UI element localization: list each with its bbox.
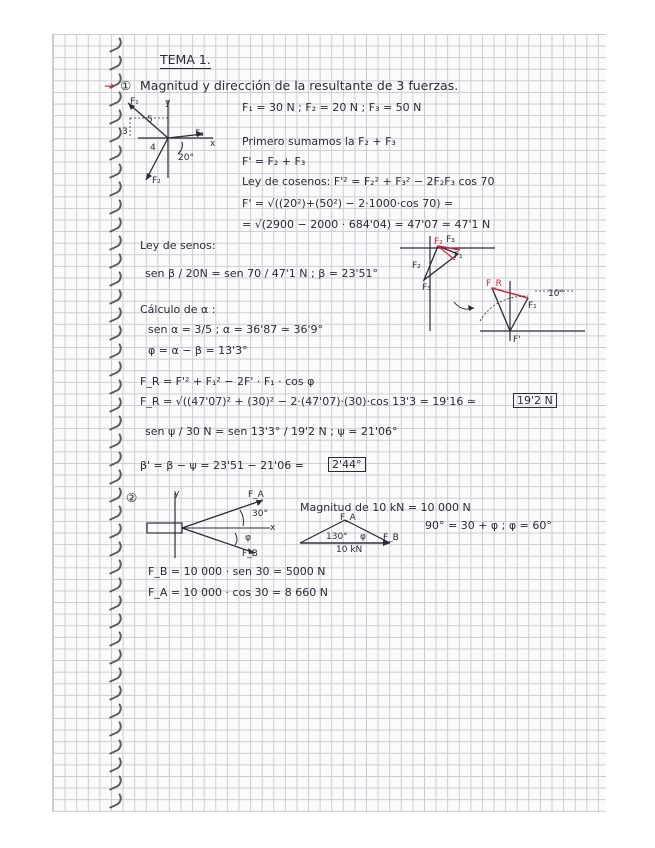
- fig5-angle130-label: 130°: [326, 532, 348, 542]
- problem2-angle-equation: 90° = 30 + φ ; φ = 60°: [425, 519, 552, 532]
- cosine-law: Ley de cosenos: F'² = F₂² + F₃² − 2F₂F₃ cos 70: [242, 175, 495, 188]
- fig4-x-label: x: [270, 523, 276, 533]
- heading: [160, 54, 211, 67]
- fig5-fb-label: F_B: [383, 533, 399, 543]
- phi-equation: φ = α − β = 13'3°: [148, 344, 248, 357]
- sine-law-2: sen ψ / 30 N = sen 13'3° / 19'2 N ; ψ = 21'06°: [145, 425, 398, 438]
- fig2-f2-side-label: F₂: [412, 261, 421, 271]
- fig2-f3-side-label: F₃: [422, 283, 431, 293]
- fig3-fr-label: F_R: [486, 279, 502, 289]
- sine-law-title: Ley de senos:: [140, 239, 216, 252]
- problem1-statement: Magnitud y dirección de la resultante de 3 fuerzas.: [140, 78, 459, 93]
- fig3-angle-label: 10°: [548, 289, 564, 299]
- fig1-y-label: y: [165, 98, 171, 108]
- fig1-f2-label: F₂: [152, 176, 161, 186]
- step1-equation: F' = F₂ + F₃: [242, 155, 306, 168]
- sine-law-equation: sen β / 20N = sen 70 / 47'1 N ; β = 23'51°: [145, 267, 378, 280]
- alpha-title: Cálculo de α :: [140, 303, 216, 316]
- problem1-number: ①: [120, 78, 132, 93]
- heading-text: TEMA 1.: [160, 52, 211, 67]
- force-diagram-1: [118, 98, 238, 193]
- problem2-number: ②: [126, 490, 138, 505]
- fig4-phi-label: φ: [245, 533, 251, 543]
- given-values: F₁ = 30 N ; F₂ = 20 N ; F₃ = 50 N: [242, 101, 422, 114]
- fig1-angle-label: 20°: [178, 153, 194, 163]
- fig1-n3-label: 3: [122, 127, 128, 137]
- fig3-f1-label: F₁: [528, 301, 537, 311]
- fig1-f3-label: F₃: [195, 129, 204, 139]
- fig2-f3-label: F₃: [446, 235, 455, 245]
- fig1-x-label: x: [210, 139, 216, 149]
- problem2-magnitude: Magnitud de 10 kN = 10 000 N: [300, 501, 471, 514]
- fa-equation: F_A = 10 000 · cos 30 = 8 660 N: [148, 586, 328, 599]
- fig4-fb-label: F_B: [242, 549, 258, 559]
- fig4-angle30-label: 30°: [252, 509, 268, 519]
- step1-text: Primero sumamos la F₂ + F₃: [242, 135, 396, 148]
- fig5-phi-label: φ: [360, 532, 366, 542]
- fig1-n5-label: 5: [147, 115, 153, 125]
- cosine-calc-2: = √(2900 − 2000 · 684'04) = 47'07 ≃ 47'1 N: [242, 218, 491, 231]
- fig2-f2-label: F₂: [434, 237, 443, 247]
- alpha-equation: sen α = 3/5 ; α = 36'87 ≃ 36'9°: [148, 323, 324, 336]
- cosine-calc-1: F' = √((20²)+(50²) − 2·1000·cos 70) =: [242, 197, 454, 210]
- fig1-f1-label: F₁: [130, 97, 139, 107]
- fr-result-box: 19'2 N: [513, 393, 557, 408]
- spiral-binding: [52, 34, 74, 812]
- fb-equation: F_B = 10 000 · sen 30 = 5000 N: [148, 565, 326, 578]
- fig4-y-label: y: [174, 489, 180, 499]
- fig5-fa-label: F_A: [340, 513, 356, 523]
- problem1-arrow: →: [104, 78, 115, 93]
- beta-prime-equation: β' = β − ψ = 23'51 − 21'06 =: [140, 459, 304, 472]
- fig2-f1-label: F₁: [454, 251, 463, 261]
- fr-calculation: F_R = √((47'07)² + (30)² − 2·(47'07)·(30)·cos 13'3 = 19'16 ≃: [140, 395, 477, 408]
- fig4-fa-label: F_A: [248, 490, 264, 500]
- force-diagram-2: [145, 488, 285, 563]
- fig3-fprime-label: F': [513, 335, 521, 345]
- fig1-n4-label: 4: [150, 143, 156, 153]
- beta-prime-result-box: 2'44°: [328, 457, 366, 472]
- fr-equation: F_R = F'² + F₁² − 2F' · F₁ · cos φ: [140, 375, 315, 388]
- fig5-10kn-label: 10 kN: [336, 545, 363, 555]
